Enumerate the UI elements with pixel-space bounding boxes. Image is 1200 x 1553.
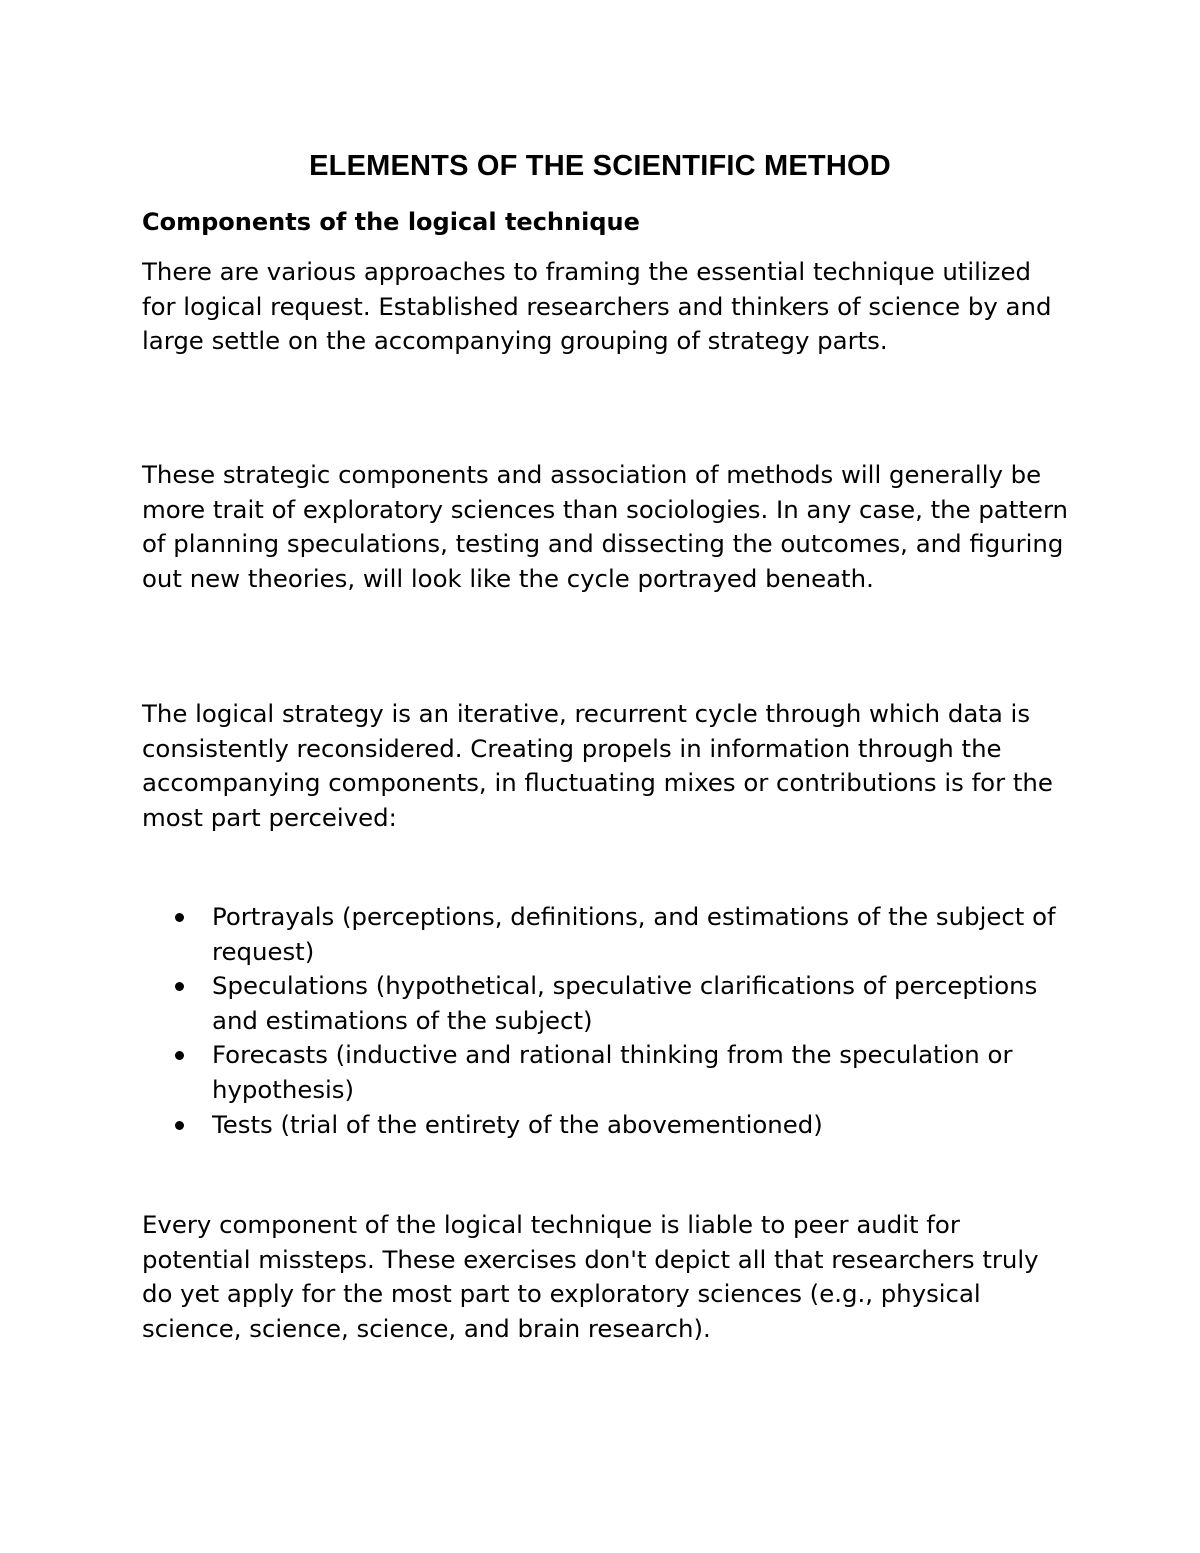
document-title: ELEMENTS OF THE SCIENTIFIC METHOD (309, 150, 891, 182)
list-item (142, 1038, 1072, 1107)
list-item-text: Forecasts (inductive and rational thinking from the speculation or hypothesis) (212, 1040, 1013, 1104)
bullet-icon (175, 982, 184, 991)
paragraph-peer-review: Every component of the logical technique is liable to peer audit for potential missteps. These exercises don't depict all that researchers truly do yet apply for the most part to exploratory sciences (e.g., physical science, science, science, and brain research). (142, 1210, 1039, 1343)
section-heading: Components of the logical technique (142, 208, 640, 236)
bullet-icon (175, 1051, 184, 1060)
paragraph-components: These strategic components and association of methods will generally be more trait of exploratory sciences than sociologies. In any case, the pattern of planning speculations, testing and dissecting the outcomes, and figuring out new theories, will look like the cycle portrayed beneath. (142, 460, 1068, 593)
bullet-list (142, 900, 1072, 1142)
list-item (142, 1108, 1072, 1143)
list-item (142, 969, 1072, 1038)
list-item-text: Speculations (hypothetical, speculative clarifications of perceptions and estimations of the subject) (212, 971, 1038, 1035)
list-item (142, 900, 1072, 969)
list-item-text: Portrayals (perceptions, definitions, and estimations of the subject of request) (212, 902, 1056, 966)
bullet-icon (175, 913, 184, 922)
paragraph-cycle: The logical strategy is an iterative, recurrent cycle through which data is consistently reconsidered. Creating propels in information through the accompanying components, in fluctuating mixes or contributions is for the most part perceived: (142, 699, 1053, 832)
bullet-icon (175, 1121, 184, 1130)
list-item-text: Tests (trial of the entirety of the abovementioned) (212, 1109, 823, 1139)
paragraph-intro: There are various approaches to framing the essential technique utilized for logical request. Established researchers and thinkers of science by and large settle on the accompanying grouping of strategy parts. (142, 257, 1052, 356)
